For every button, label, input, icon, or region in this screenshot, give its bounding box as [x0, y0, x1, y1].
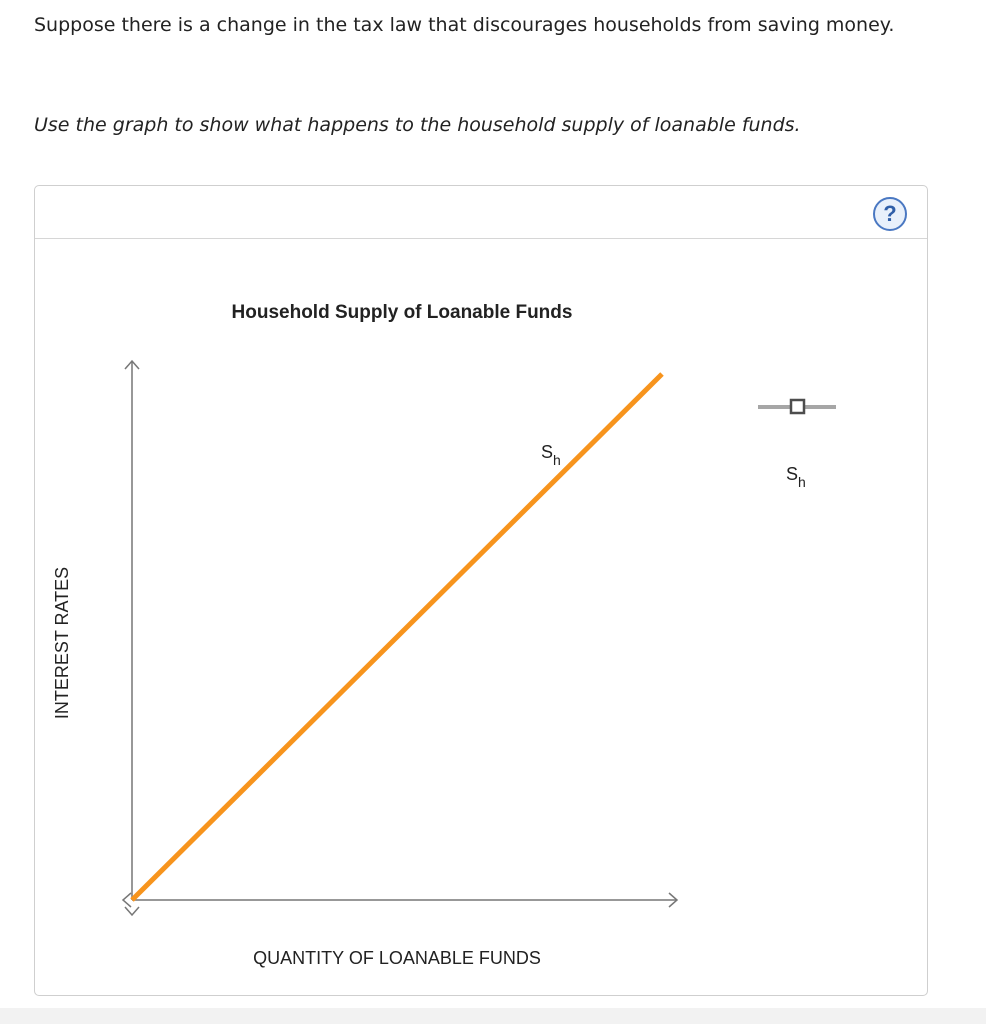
question-text: Suppose there is a change in the tax law that discourages households from saving money.: [34, 14, 895, 36]
page-footer: [0, 1008, 986, 1024]
tool-label-sub: h: [798, 474, 806, 490]
origin-left-arrow-icon: [123, 893, 131, 907]
instruction-text: Use the graph to show what happens to the household supply of loanable funds.: [34, 114, 801, 136]
chart-title: Household Supply of Loanable Funds: [231, 302, 573, 323]
supply-curve-label-main: S: [541, 442, 554, 462]
tool-handle-icon[interactable]: [791, 400, 804, 413]
supply-curve-sh[interactable]: [132, 374, 662, 900]
supply-curve-label: [541, 442, 561, 468]
supply-curve-label-sub: h: [553, 452, 561, 468]
origin-down-arrow-icon: [125, 907, 139, 915]
supply-line-tool[interactable]: [758, 400, 836, 490]
y-axis-label: INTEREST RATES: [52, 566, 72, 720]
x-axis-label: QUANTITY OF LOANABLE FUNDS: [253, 948, 541, 968]
tool-label: [786, 464, 806, 490]
tool-label-main: S: [786, 464, 799, 484]
help-icon[interactable]: ?: [873, 197, 907, 231]
